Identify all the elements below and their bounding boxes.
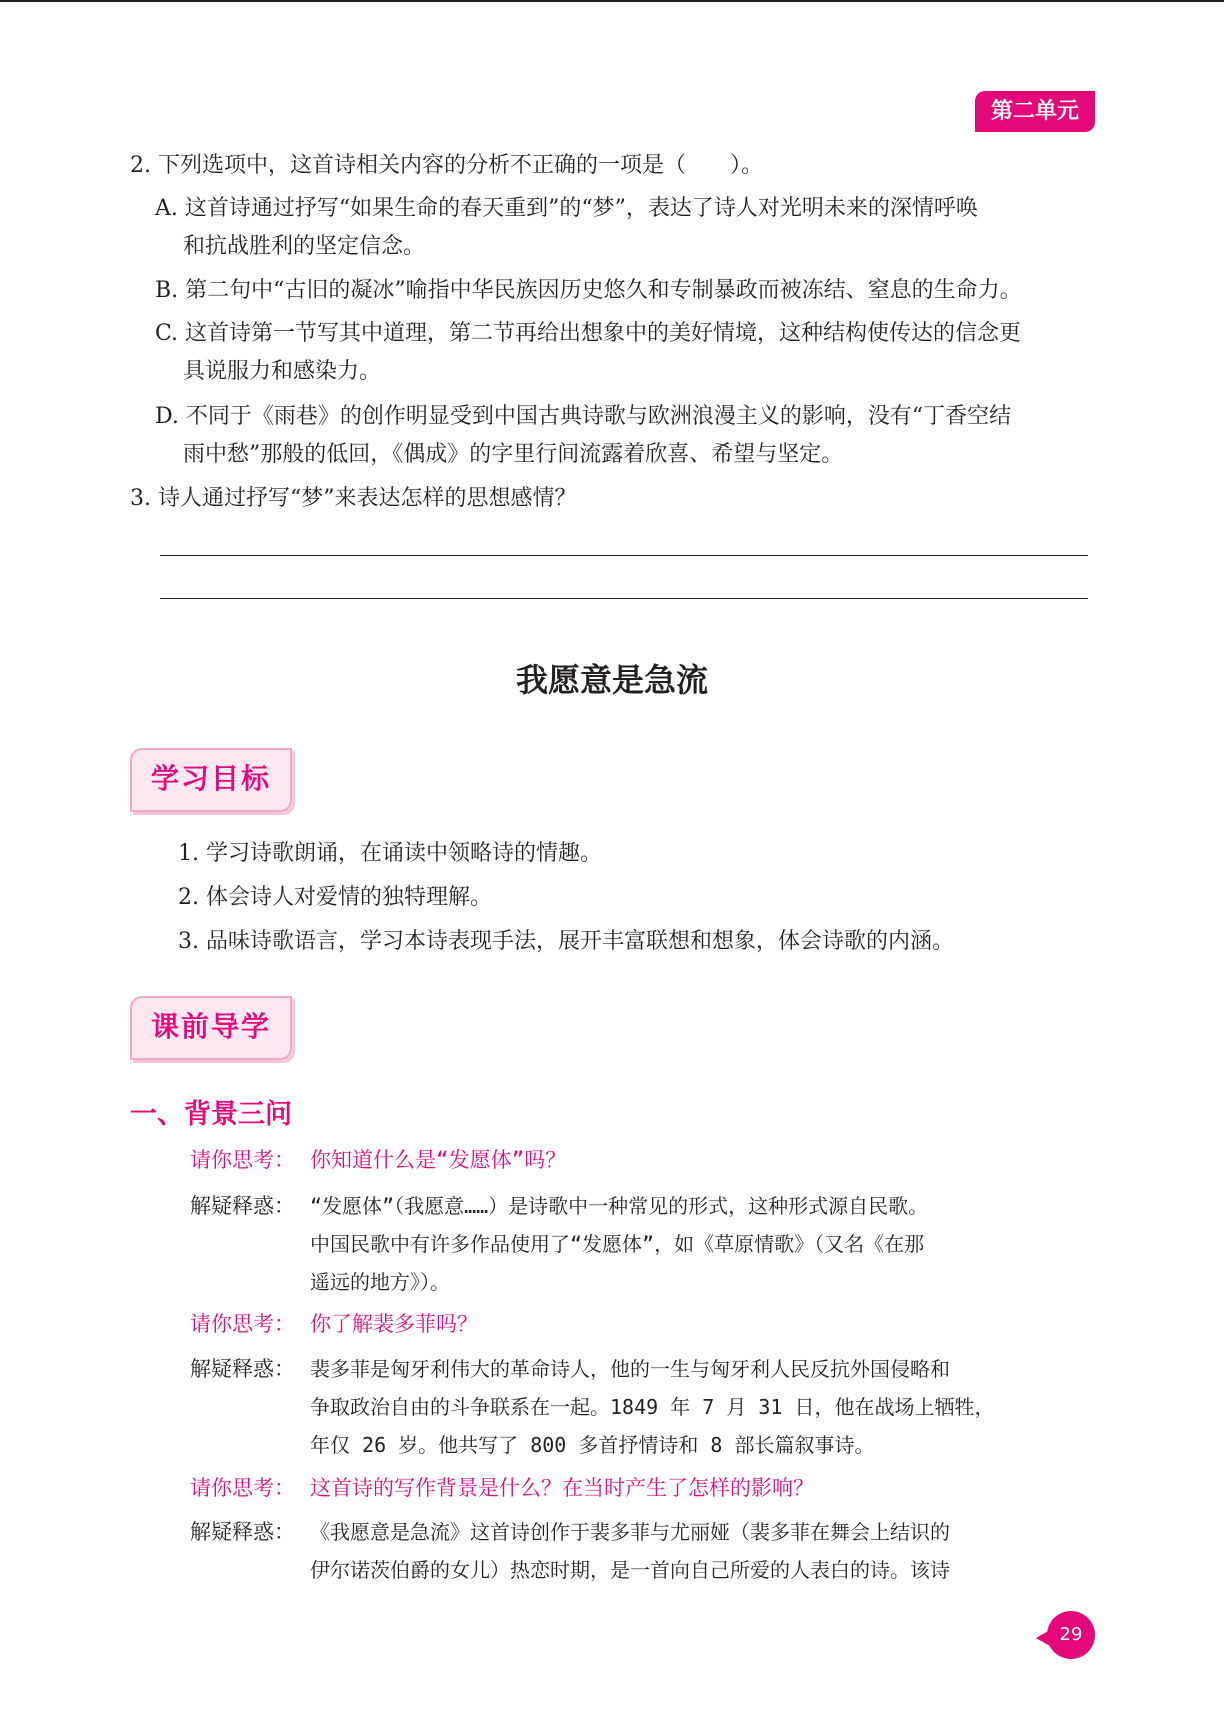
option-a-line-1: A. 这首诗通过抒写“如果生命的春天重到”的“梦”，表达了诗人对光明未来的深情呼唤 <box>155 196 978 221</box>
answer-label: 解疑释惑： <box>190 1520 295 1544</box>
answer-line-1[interactable] <box>160 555 1088 556</box>
page-number: 29 <box>1047 1611 1095 1659</box>
pre-class-guide-tag-label: 课前导学 <box>150 1010 271 1043</box>
answer-line: “发愿体”（我愿意……）是诗歌中一种常见的形式，这种形式源自民歌。 <box>310 1194 929 1218</box>
answer-label: 解疑释惑： <box>190 1194 295 1218</box>
option-a-line-2: 和抗战胜利的坚定信念。 <box>183 234 426 259</box>
goal-item: 2. 体会诗人对爱情的独特理解。 <box>178 885 492 910</box>
learning-goals-tag-label: 学习目标 <box>150 762 271 795</box>
answer-line: 遥远的地方》）。 <box>310 1270 450 1294</box>
question-2-stem: 2. 下列选项中，这首诗相关内容的分析不正确的一项是（ ）。 <box>130 153 763 178</box>
option-c-line-1: C. 这首诗第一节写其中道理，第二节再给出想象中的美好情境，这种结构使传达的信念更 <box>155 321 1022 346</box>
option-d-line-1: D. 不同于《雨巷》的创作明显受到中国古典诗歌与欧洲浪漫主义的影响，没有“丁香空结 <box>155 404 1012 429</box>
think-label: 请你思考： <box>190 1476 295 1500</box>
answer-label: 解疑释惑： <box>190 1357 295 1381</box>
unit-tab: 第二单元 <box>975 91 1095 132</box>
answer-line: 伊尔诺茨伯爵的女儿）热恋时期，是一首向自己所爱的人表白的诗。该诗 <box>310 1558 950 1582</box>
section-heading: 一、背景三问 <box>130 1099 292 1130</box>
top-rule <box>0 0 1224 2</box>
answer-line-2[interactable] <box>160 598 1088 599</box>
lesson-title: 我愿意是急流 <box>515 661 708 699</box>
answer-line: 争取政治自由的斗争联系在一起。1849 年 7 月 31 日，他在战场上牺牲， <box>310 1395 995 1419</box>
think-question: 你知道什么是“发愿体”吗？ <box>310 1148 567 1172</box>
question-3-stem: 3. 诗人通过抒写“梦”来表达怎样的思想感情？ <box>130 486 577 511</box>
goal-item: 3. 品味诗歌语言，学习本诗表现手法，展开丰富联想和想象，体会诗歌的内涵。 <box>178 929 954 954</box>
learning-goals-tag <box>130 748 292 812</box>
pre-class-guide-tag <box>130 996 292 1060</box>
answer-line: 《我愿意是急流》这首诗创作于裴多菲与尤丽娅（裴多菲在舞会上结识的 <box>310 1520 950 1544</box>
think-question: 你了解裴多菲吗？ <box>310 1312 478 1336</box>
goal-item: 1. 学习诗歌朗诵，在诵读中领略诗的情趣。 <box>178 841 602 866</box>
think-label: 请你思考： <box>190 1148 295 1172</box>
think-question: 这首诗的写作背景是什么？在当时产生了怎样的影响？ <box>310 1476 814 1500</box>
option-b-line-1: B. 第二句中“古旧的凝冰”喻指中华民族因历史悠久和专制暴政而被冻结、窒息的生命力。 <box>155 278 1022 303</box>
answer-line: 裴多菲是匈牙利伟大的革命诗人，他的一生与匈牙利人民反抗外国侵略和 <box>310 1357 950 1381</box>
option-d-line-2: 雨中愁”那般的低回，《偶成》的字里行间流露着欣喜、希望与坚定。 <box>183 442 844 467</box>
answer-line: 中国民歌中有许多作品使用了“发愿体”，如《草原情歌》（又名《在那 <box>310 1232 925 1256</box>
option-c-line-2: 具说服力和感染力。 <box>183 359 382 384</box>
think-label: 请你思考： <box>190 1312 295 1336</box>
answer-line: 年仅 26 岁。他共写了 800 多首抒情诗和 8 部长篇叙事诗。 <box>310 1433 875 1457</box>
